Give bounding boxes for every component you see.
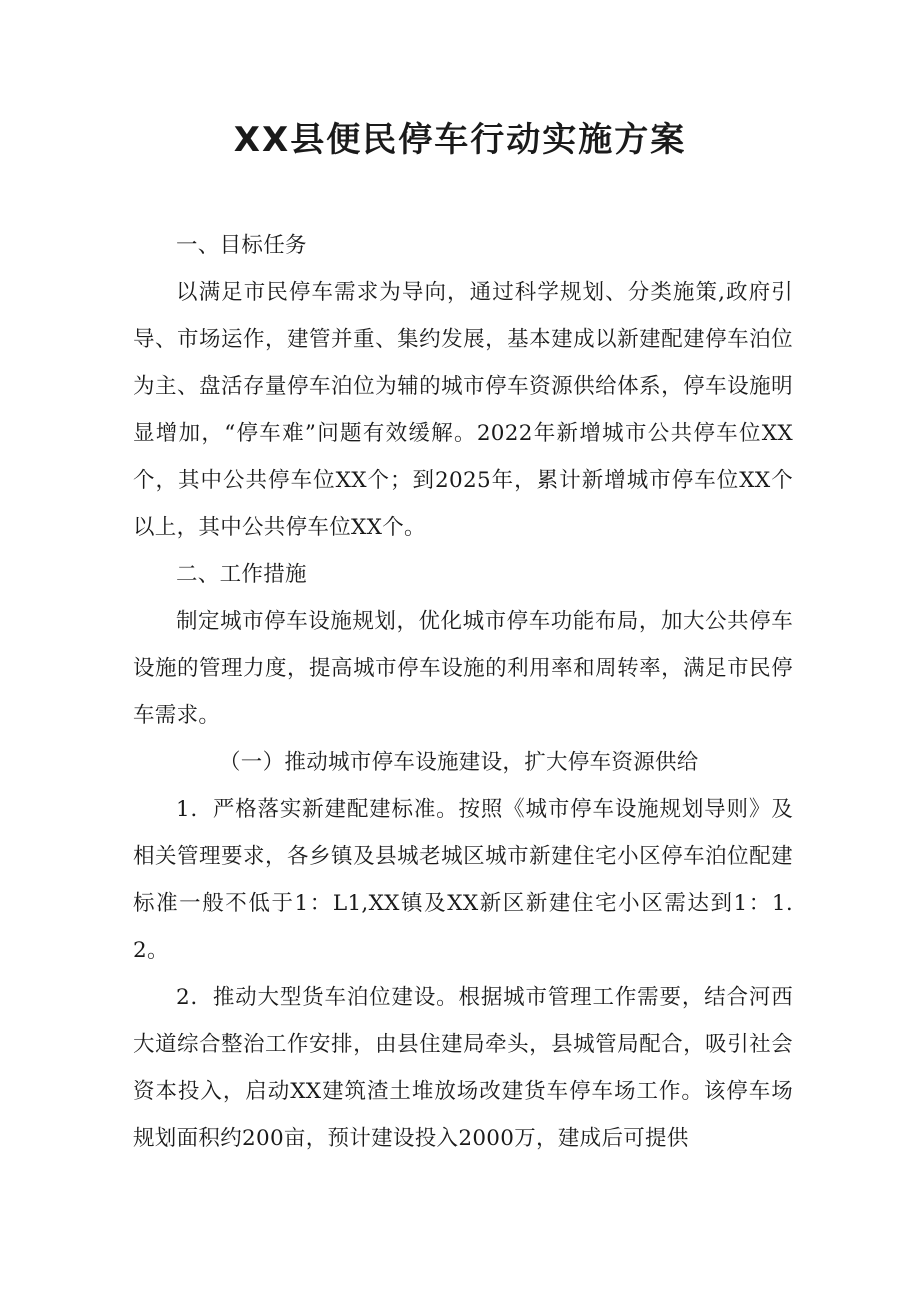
section-heading-goals: 一、目标任务	[176, 233, 307, 258]
paragraph-measures: 制定城市停车设施规划，优化城市停车功能布局，加大公共停车设施的管理力度，提高城市停车设施的利用率和周转率，满足市民停车需求。	[133, 609, 793, 728]
paragraph-item-2: 2．推动大型货车泊位建设。根据城市管理工作需要，结合河西大道综合整治工作安排，由县住建局牵头，县城管局配合，吸引社会资本投入，启动XX建筑渣土堆放场改建货车停车场工作。该停车场规划面积约200亩，预计建设投入2000万，建成后可提供	[133, 985, 793, 1151]
document-title: XX县便民停车行动实施方案	[233, 120, 687, 160]
paragraph-item-1: 1．严格落实新建配建标准。按照《城市停车设施规划导则》及相关管理要求，各乡镇及县城老城区城市新建住宅小区停车泊位配建标准一般不低于1：L1,XX镇及XX新区新建住宅小区需达到1：1.2。	[133, 797, 793, 963]
document-body	[133, 222, 793, 1162]
paragraph-goals: 以满足市民停车需求为导向，通过科学规划、分类施策,政府引导、市场运作，建管并重、集约发展，基本建成以新建配建停车泊位为主、盘活存量停车泊位为辅的城市停车资源供给体系，停车设施明显增加，“停车难”问题有效缓解。2022年新增城市公共停车位XX个，其中公共停车位XX个；到2025年，累计新增城市停车位XX个以上，其中公共停车位XX个。	[133, 280, 793, 540]
section-heading-measures: 二、工作措施	[176, 562, 307, 587]
subsection-heading-1: （一）推动城市停车设施建设，扩大停车资源供给	[219, 750, 699, 775]
